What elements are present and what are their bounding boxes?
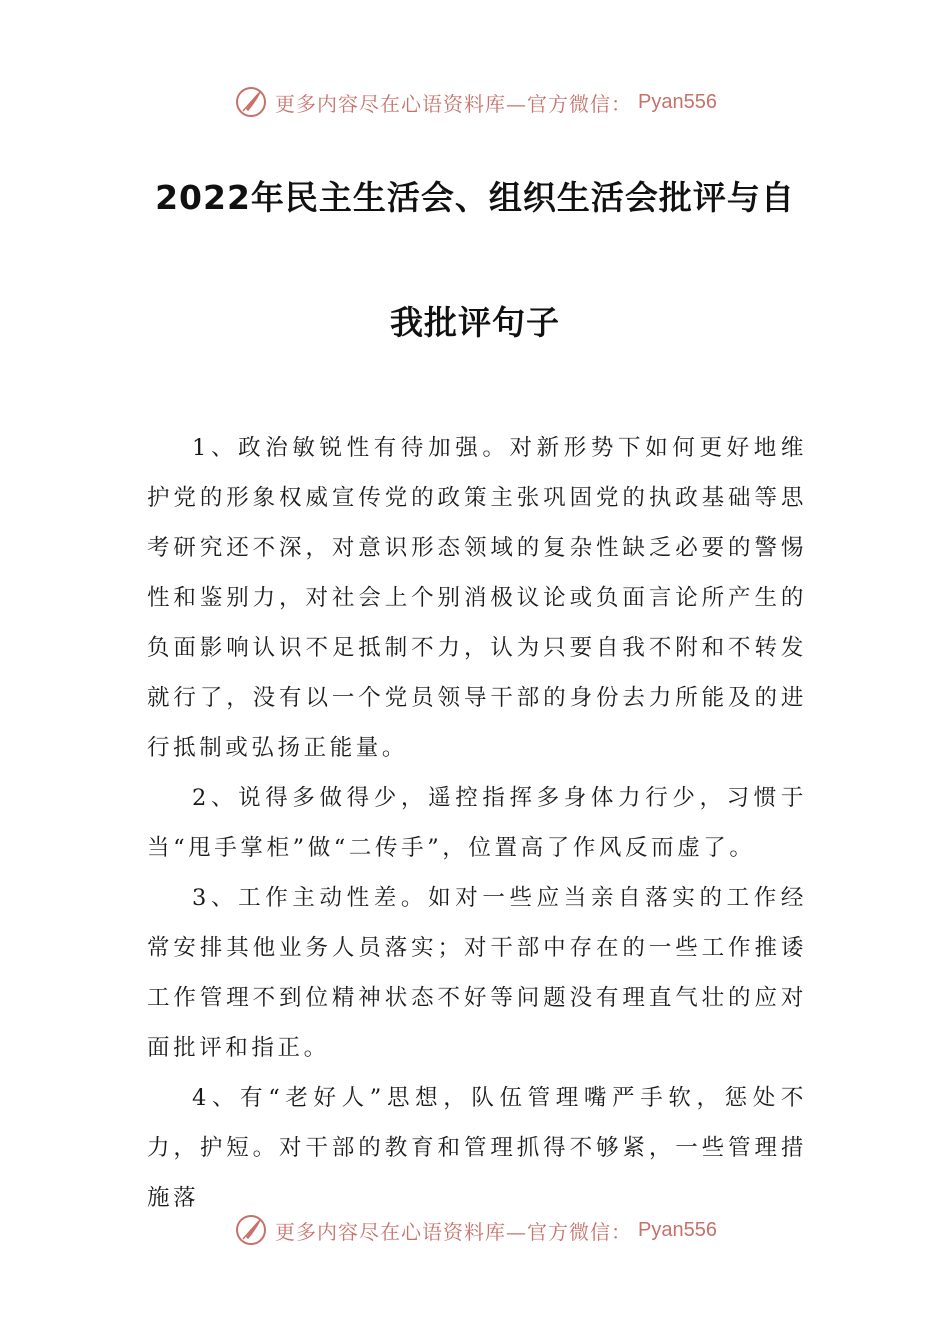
paragraph: 4、有“老好人”思想，队伍管理嘴严手软，惩处不力，护短。对干部的教育和管理抓得不够紧，一些管理措施落 [147,1085,807,1211]
page-title-line-1: 2022年民主生活会、组织生活会批评与自 [155,178,795,217]
paragraph: 2、说得多做得少，遥控指挥多身体力行少，习惯于当“甩手掌柜”做“二传手”，位置高了作风反而虚了。 [147,785,807,861]
wechat-id: Pyan556 [638,1218,717,1241]
wechat-id: Pyan556 [638,90,717,113]
page-title-line-2: 我批评句子 [390,303,560,342]
banner-text: 更多内容尽在心语资料库—官方微信： [275,1219,633,1244]
footer-banner [0,1210,950,1250]
paragraph: 3、工作主动性差。如对一些应当亲自落实的工作经常安排其他业务人员落实；对干部中存在的一些工作推诿工作管理不到位精神状态不好等问题没有理直气壮的应对面批评和指正。 [147,885,807,1061]
paragraph: 1、政治敏锐性有待加强。对新形势下如何更好地维护党的形象权威宣传党的政策主张巩固党的执政基础等思考研究还不深，对意识形态领域的复杂性缺乏必要的警惕性和鉴别力，对社会上个别消极议论或负面言论所产生的负面影响认识不足抵制不力，认为只要自我不附和不转发就行了，没有以一个党员领导干部的身份去力所能及的进行抵制或弘扬正能量。 [147,435,807,761]
document-body [147,423,807,1223]
quill-logo-icon [233,84,269,120]
banner-text: 更多内容尽在心语资料库—官方微信： [275,91,633,116]
quill-logo-icon [233,1212,269,1248]
header-banner [0,82,950,122]
